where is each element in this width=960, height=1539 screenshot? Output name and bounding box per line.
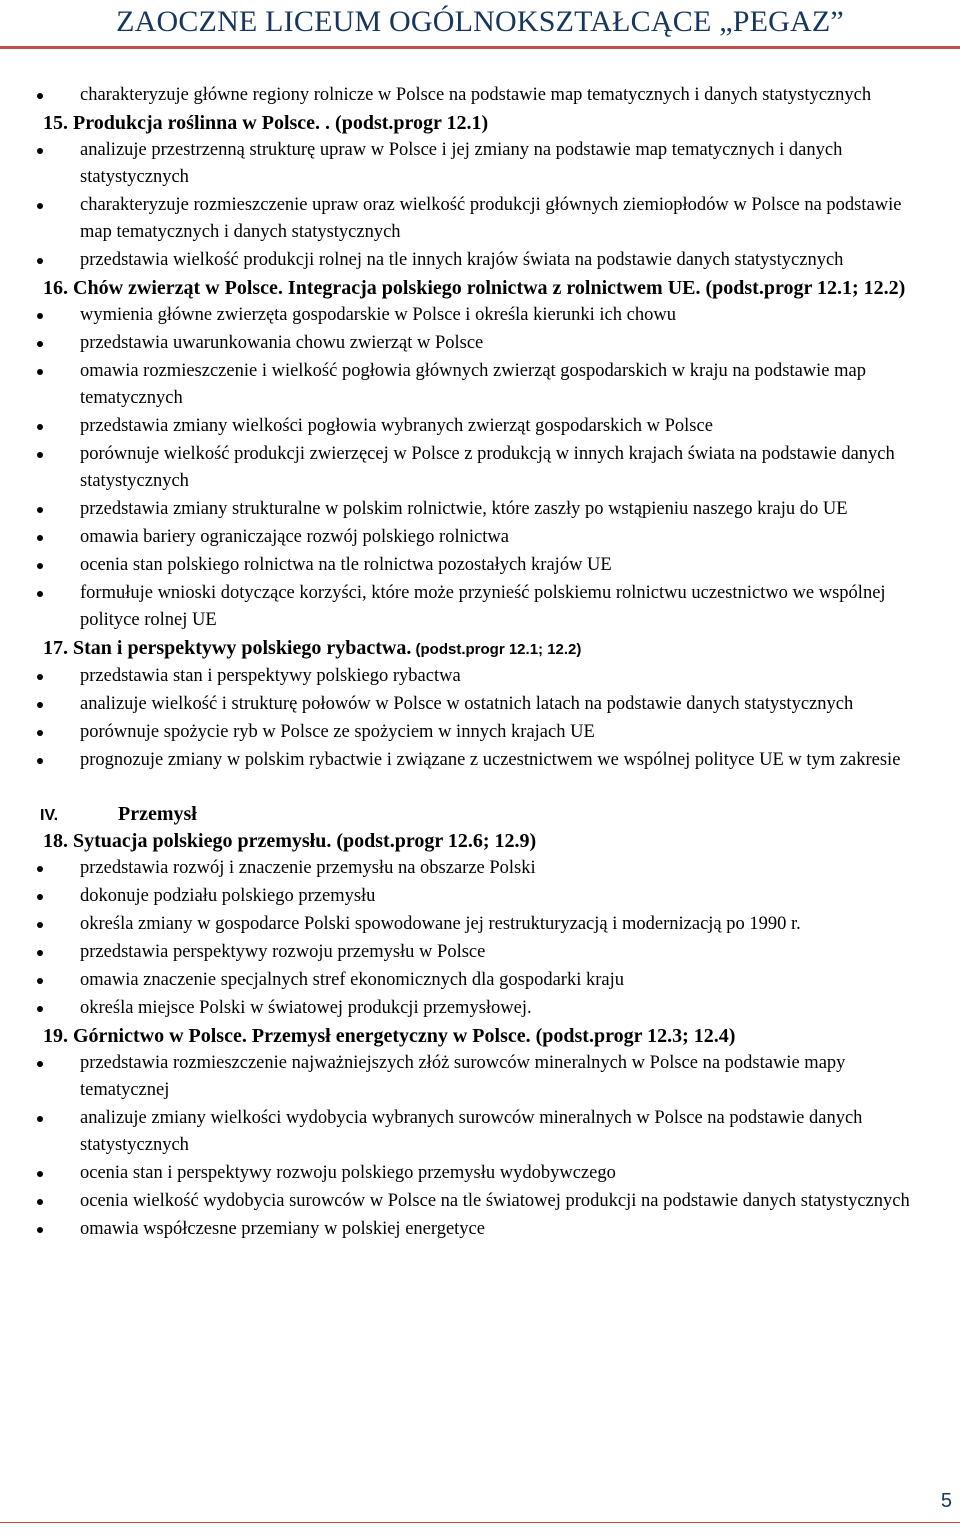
bullet-dot-icon bbox=[37, 452, 43, 458]
bullet-text: porównuje wielkość produkcji zwierzęcej w Polsce z produkcją w innych krajach świata na podstawie danych statystycznych bbox=[80, 444, 895, 491]
bullet-text: omawia rozmieszczenie i wielkość pogłowia głównych zwierząt gospodarskich w kraju na podstawie map tematycznych bbox=[80, 361, 866, 408]
bullet-item bbox=[0, 524, 960, 551]
bullet-text: analizuje wielkość i strukturę połowów w Polsce w ostatnich latach na podstawie danych statystycznych bbox=[80, 694, 854, 714]
bullet-text: dokonuje podziału polskiego przemysłu bbox=[80, 886, 376, 906]
bullet-item bbox=[0, 330, 960, 357]
bullet-item bbox=[0, 1160, 960, 1187]
bullet-item bbox=[0, 855, 960, 882]
bullet-dot-icon bbox=[37, 341, 43, 347]
topic-heading bbox=[0, 110, 960, 137]
school-title: ZAOCZNE LICEUM OGÓLNOKSZTAŁCĄCE „PEGAZ” bbox=[116, 5, 844, 38]
bullet-dot-icon bbox=[37, 424, 43, 430]
bullet-text: ocenia stan i perspektywy rozwoju polskiego przemysłu wydobywczego bbox=[80, 1163, 616, 1183]
bullet-item bbox=[0, 1188, 960, 1215]
bullet-text: porównuje spożycie ryb w Polsce ze spożyciem w innych krajach UE bbox=[80, 722, 595, 742]
bullet-item bbox=[0, 552, 960, 579]
bullet-text: omawia bariery ograniczające rozwój polskiego rolnictwa bbox=[80, 527, 509, 547]
bullet-item bbox=[0, 82, 960, 109]
bullet-item bbox=[0, 911, 960, 938]
topic-heading bbox=[0, 828, 960, 855]
topic-heading-text: 15. Produkcja roślinna w Polsce. . (podst.progr 12.1) bbox=[43, 112, 489, 134]
bullet-dot-icon bbox=[37, 1116, 43, 1122]
bullet-text: charakteryzuje rozmieszczenie upraw oraz wielkość produkcji głównych ziemiopłodów w Polsce na podstawie map tematycznych i danych statystycznych bbox=[80, 195, 902, 242]
bullet-item bbox=[0, 413, 960, 440]
topic-heading-reference: (podst.progr 12.1; 12.2) bbox=[411, 641, 582, 658]
bullet-item bbox=[0, 192, 960, 246]
bullet-item bbox=[0, 496, 960, 523]
footer-divider bbox=[0, 1522, 960, 1523]
bullet-text: określa miejsce Polski w światowej produkcji przemysłowej. bbox=[80, 998, 532, 1018]
bullet-item bbox=[0, 691, 960, 718]
bullet-item bbox=[0, 1105, 960, 1159]
bullet-text: analizuje zmiany wielkości wydobycia wybranych surowców mineralnych w Polsce na podstawie danych statystycznych bbox=[80, 1108, 863, 1155]
bullet-item bbox=[0, 967, 960, 994]
bullet-item bbox=[0, 247, 960, 274]
bullet-text: omawia współczesne przemiany w polskiej energetyce bbox=[80, 1219, 485, 1239]
bullet-dot-icon bbox=[37, 866, 43, 872]
bullet-item bbox=[0, 995, 960, 1022]
section-name: Przemysł bbox=[118, 803, 197, 825]
bullet-item bbox=[0, 1050, 960, 1104]
topic-heading-text: 16. Chów zwierząt w Polsce. Integracja polskiego rolnictwa z rolnictwem UE. (podst.progr 12.1; 12.2) bbox=[43, 277, 906, 299]
bullet-item bbox=[0, 137, 960, 191]
document-body bbox=[0, 82, 960, 1244]
topic-heading-text: 18. Sytuacja polskiego przemysłu. (podst.progr 12.6; 12.9) bbox=[43, 830, 537, 852]
bullet-text: przedstawia wielkość produkcji rolnej na tle innych krajów świata na podstawie danych statystycznych bbox=[80, 250, 844, 270]
bullet-dot-icon bbox=[37, 978, 43, 984]
section-number: IV. bbox=[40, 807, 59, 824]
bullet-item bbox=[0, 883, 960, 910]
header-divider bbox=[0, 46, 960, 49]
bullet-dot-icon bbox=[37, 730, 43, 736]
bullet-text: ocenia wielkość wydobycia surowców w Polsce na tle światowej produkcji na podstawie danych statystycznych bbox=[80, 1191, 910, 1211]
bullet-dot-icon bbox=[37, 258, 43, 264]
bullet-text: przedstawia perspektywy rozwoju przemysłu w Polsce bbox=[80, 942, 486, 962]
bullet-dot-icon bbox=[37, 93, 43, 99]
bullet-dot-icon bbox=[37, 313, 43, 319]
topic-heading bbox=[0, 275, 960, 302]
bullet-text: przedstawia stan i perspektywy polskiego rybactwa bbox=[80, 666, 461, 686]
bullet-text: charakteryzuje główne regiony rolnicze w Polsce na podstawie map tematycznych i danych statystycznych bbox=[80, 85, 872, 105]
bullet-dot-icon bbox=[37, 507, 43, 513]
bullet-text: przedstawia zmiany wielkości pogłowia wybranych zwierząt gospodarskich w Polsce bbox=[80, 416, 713, 436]
bullet-dot-icon bbox=[37, 950, 43, 956]
bullet-dot-icon bbox=[37, 758, 43, 764]
bullet-text: określa zmiany w gospodarce Polski spowodowane jej restrukturyzacją i modernizacją po 1990 r. bbox=[80, 914, 801, 934]
bullet-item bbox=[0, 719, 960, 746]
bullet-dot-icon bbox=[37, 535, 43, 541]
bullet-dot-icon bbox=[37, 922, 43, 928]
bullet-item bbox=[0, 441, 960, 495]
bullet-dot-icon bbox=[37, 674, 43, 680]
bullet-item bbox=[0, 358, 960, 412]
bullet-dot-icon bbox=[37, 563, 43, 569]
bullet-dot-icon bbox=[37, 1061, 43, 1067]
bullet-item bbox=[0, 663, 960, 690]
bullet-item bbox=[0, 302, 960, 329]
bullet-item bbox=[0, 580, 960, 634]
bullet-item bbox=[0, 747, 960, 774]
bullet-dot-icon bbox=[37, 702, 43, 708]
page-header bbox=[0, 0, 960, 58]
bullet-dot-icon bbox=[37, 1006, 43, 1012]
bullet-text: analizuje przestrzenną strukturę upraw w Polsce i jej zmiany na podstawie map tematycznych i danych statystycznych bbox=[80, 140, 843, 187]
bullet-text: formułuje wnioski dotyczące korzyści, które może przynieść polskiemu rolnictwu uczestnictwo we wspólnej polityce rolnej UE bbox=[80, 583, 886, 630]
bullet-text: omawia znaczenie specjalnych stref ekonomicznych dla gospodarki kraju bbox=[80, 970, 624, 990]
topic-heading-text: 19. Górnictwo w Polsce. Przemysł energetyczny w Polsce. (podst.progr 12.3; 12.4) bbox=[43, 1025, 736, 1047]
topic-heading-text: 17. Stan i perspektywy polskiego rybactwa. bbox=[43, 637, 412, 659]
bullet-text: ocenia stan polskiego rolnictwa na tle rolnictwa pozostałych krajów UE bbox=[80, 555, 612, 575]
bullet-dot-icon bbox=[37, 591, 43, 597]
bullet-dot-icon bbox=[37, 894, 43, 900]
bullet-text: przedstawia rozwój i znaczenie przemysłu na obszarze Polski bbox=[80, 858, 536, 878]
bullet-item bbox=[0, 939, 960, 966]
bullet-item bbox=[0, 1216, 960, 1243]
bullet-text: prognozuje zmiany w polskim rybactwie i związane z uczestnictwem we wspólnej polityce UE w tym zakresie bbox=[80, 750, 901, 770]
bullet-text: wymienia główne zwierzęta gospodarskie w Polsce i określa kierunki ich chowu bbox=[80, 305, 676, 325]
section-heading bbox=[0, 801, 960, 828]
bullet-text: przedstawia uwarunkowania chowu zwierząt w Polsce bbox=[80, 333, 484, 353]
bullet-dot-icon bbox=[37, 1171, 43, 1177]
page-number: 5 bbox=[940, 1490, 952, 1512]
bullet-text: przedstawia zmiany strukturalne w polskim rolnictwie, które zaszły po wstąpieniu naszego kraju do UE bbox=[80, 499, 848, 519]
bullet-text: przedstawia rozmieszczenie najważniejszych złóż surowców mineralnych w Polsce na podstawie mapy tematycznej bbox=[80, 1053, 846, 1100]
bullet-dot-icon bbox=[37, 1199, 43, 1205]
bullet-dot-icon bbox=[37, 148, 43, 154]
bullet-dot-icon bbox=[37, 1227, 43, 1233]
bullet-dot-icon bbox=[37, 203, 43, 209]
topic-heading bbox=[0, 635, 960, 663]
bullet-dot-icon bbox=[37, 369, 43, 375]
topic-heading bbox=[0, 1023, 960, 1050]
